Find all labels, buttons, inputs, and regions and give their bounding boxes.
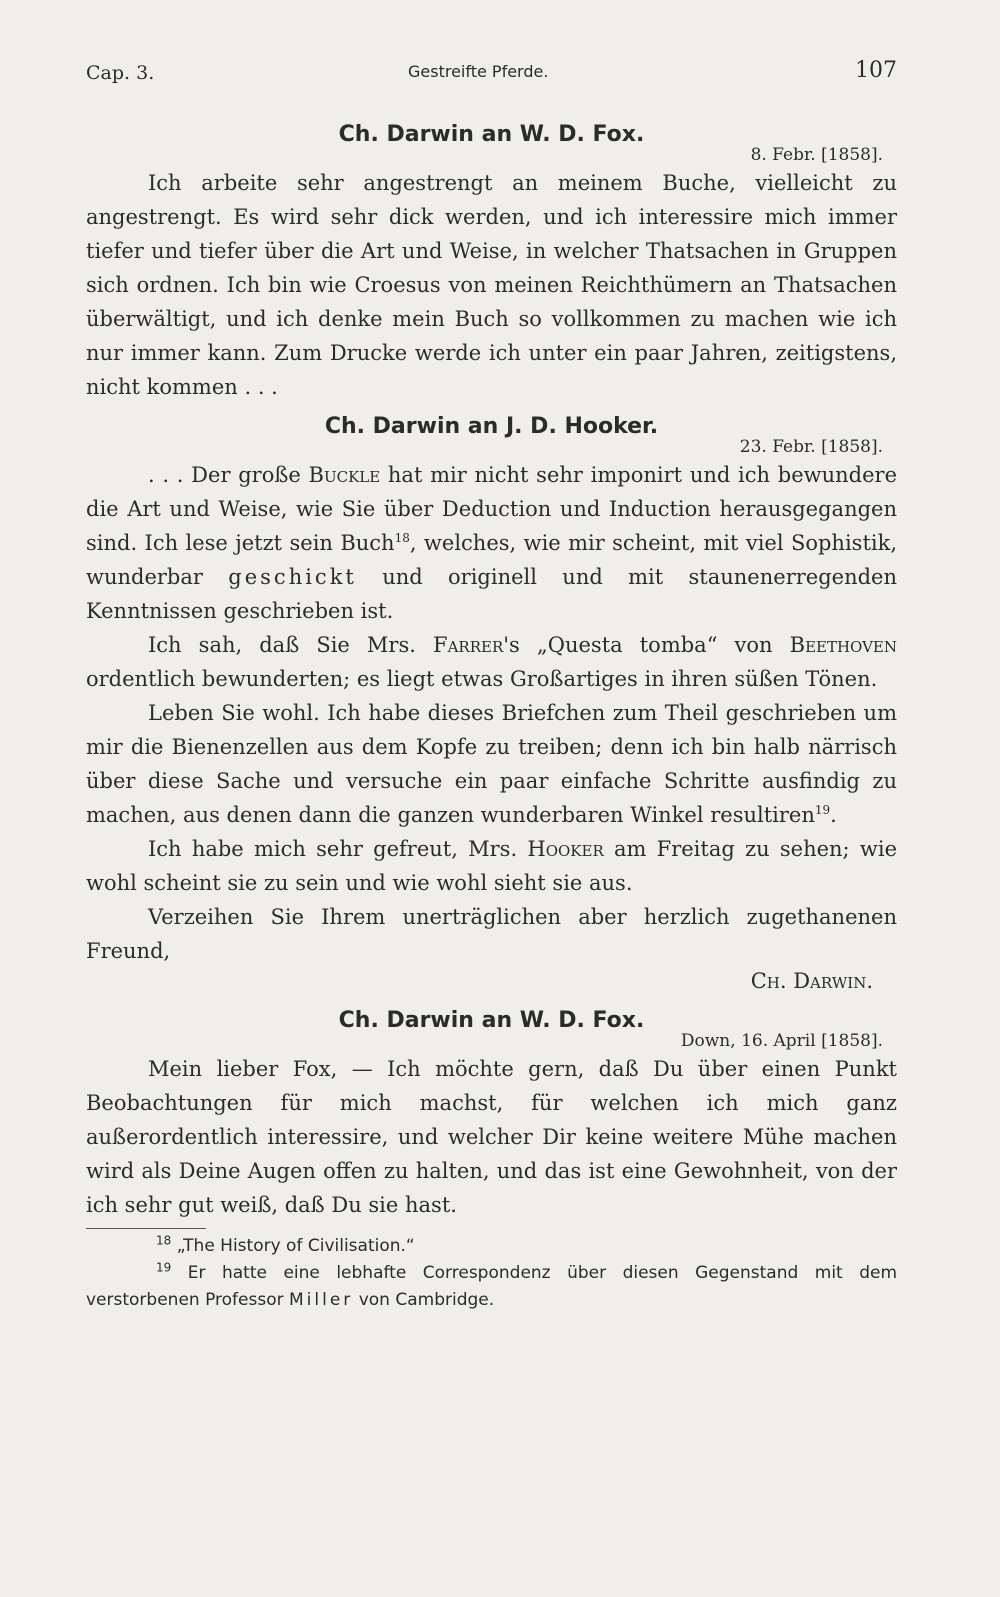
footnote-ref: 19 <box>814 803 831 817</box>
letter-date: Down, 16. April [1858]. <box>680 1031 883 1051</box>
person-name: Miller <box>289 1290 354 1310</box>
section-title: Gestreifte Pferde. <box>408 62 549 81</box>
text-run: hat mir nicht sehr imponirt und ich bewundere die Art und Weise, wie Sie über Deduction und Induction herausgegangen sind. Ich lese jetzt sein Buch <box>86 463 897 555</box>
footnote-text: Er hatte eine lebhafte Correspondenz über diesen Gegenstand mit dem verstorbenen Professor <box>86 1263 897 1310</box>
text-run: . <box>830 803 837 827</box>
footnote-separator <box>86 1228 206 1229</box>
paragraph: Ich arbeite sehr angestrengt an meinem Buche, vielleicht zu angestrengt. Es wird sehr dick werden, und ich interessire mich immer tiefer und tiefer über die Art und Weise, in welcher Thatsachen in Gruppen sich ordnen. Ich bin wie Croesus von meinen Reichthümern an Thatsachen überwältigt, und ich denke mein Buch so vollkommen zu machen wie ich nur immer kann. Zum Drucke werde ich unter ein paar Jahren, zeitigstens, nicht kommen . . . <box>86 171 897 399</box>
text-run: , welches, wie mir scheint, mit viel Sophistik, wunderbar <box>86 531 897 589</box>
paragraph: Verzeihen Sie Ihrem unerträglichen aber herzlich zugethanenen Freund, <box>86 905 897 963</box>
letter-heading: Ch. Darwin an J. D. Hooker. <box>324 414 659 439</box>
letter-heading: Ch. Darwin an W. D. Fox. <box>338 122 645 147</box>
running-head <box>86 58 897 88</box>
letter-heading: Ch. Darwin an W. D. Fox. <box>338 1008 645 1033</box>
letter-date: 8. Febr. [1858]. <box>750 145 883 165</box>
paragraph <box>86 832 897 900</box>
text-run: Leben Sie wohl. Ich habe dieses Briefchen zum Theil geschrieben um mir die Bienenzellen aus dem Kopfe zu treiben; denn ich bin halb närrisch über diese Sache und versuche ein paar einfache Schritte ausfindig zu machen, aus denen dann die ganzen wunderbaren Winkel resultiren <box>86 701 897 827</box>
text-run: ordentlich bewunderten; es liegt etwas Großartiges in ihren süßen Tönen. <box>86 667 878 691</box>
text-run: 's „Questa tomba“ von <box>503 633 790 657</box>
paragraph <box>86 696 897 832</box>
emphasis: geschickt <box>228 565 357 589</box>
person-name: Farrer <box>433 633 504 657</box>
text-run: . . . Der große <box>148 463 309 487</box>
letter-date: 23. Febr. [1858]. <box>739 437 883 457</box>
footnote <box>86 1260 897 1314</box>
paragraph <box>86 458 897 628</box>
footnote-ref: 18 <box>394 531 410 545</box>
paragraph <box>86 628 897 696</box>
signature: Ch. Darwin. <box>750 969 873 993</box>
chapter-label: Cap. 3. <box>86 62 155 84</box>
page-body <box>86 118 897 1314</box>
person-name: Buckle <box>308 463 381 487</box>
text-run: Ich sah, daß Sie Mrs. <box>148 633 433 657</box>
text-run: und originell und mit staunenerregenden Kenntnissen geschrieben ist. <box>86 565 897 623</box>
page-number: 107 <box>855 58 897 83</box>
footnote-text: von Cambridge. <box>353 1290 495 1310</box>
text-run: Ich habe mich sehr gefreut, Mrs. <box>148 837 528 861</box>
person-name: Beethoven <box>789 633 897 657</box>
footnote <box>86 1233 897 1260</box>
person-name: Hooker <box>527 837 604 861</box>
footnote-number: 19 <box>156 1260 172 1275</box>
footnote-number: 18 <box>156 1233 172 1248</box>
paragraph: Mein lieber Fox, — Ich möchte gern, daß Du über einen Punkt Beobachtungen für mich machst, für welchen ich mich ganz außerordentlich interessire, und welcher Dir keine weitere Mühe machen wird als Deine Augen offen zu halten, und das ist eine Gewohnheit, von der ich sehr gut weiß, daß Du sie hast. <box>86 1057 897 1217</box>
footnote-text: „The History of Civilisation.“ <box>176 1236 415 1256</box>
text-run: am Freitag zu sehen; wie wohl scheint sie zu sein und wie wohl sieht sie aus. <box>86 837 897 895</box>
